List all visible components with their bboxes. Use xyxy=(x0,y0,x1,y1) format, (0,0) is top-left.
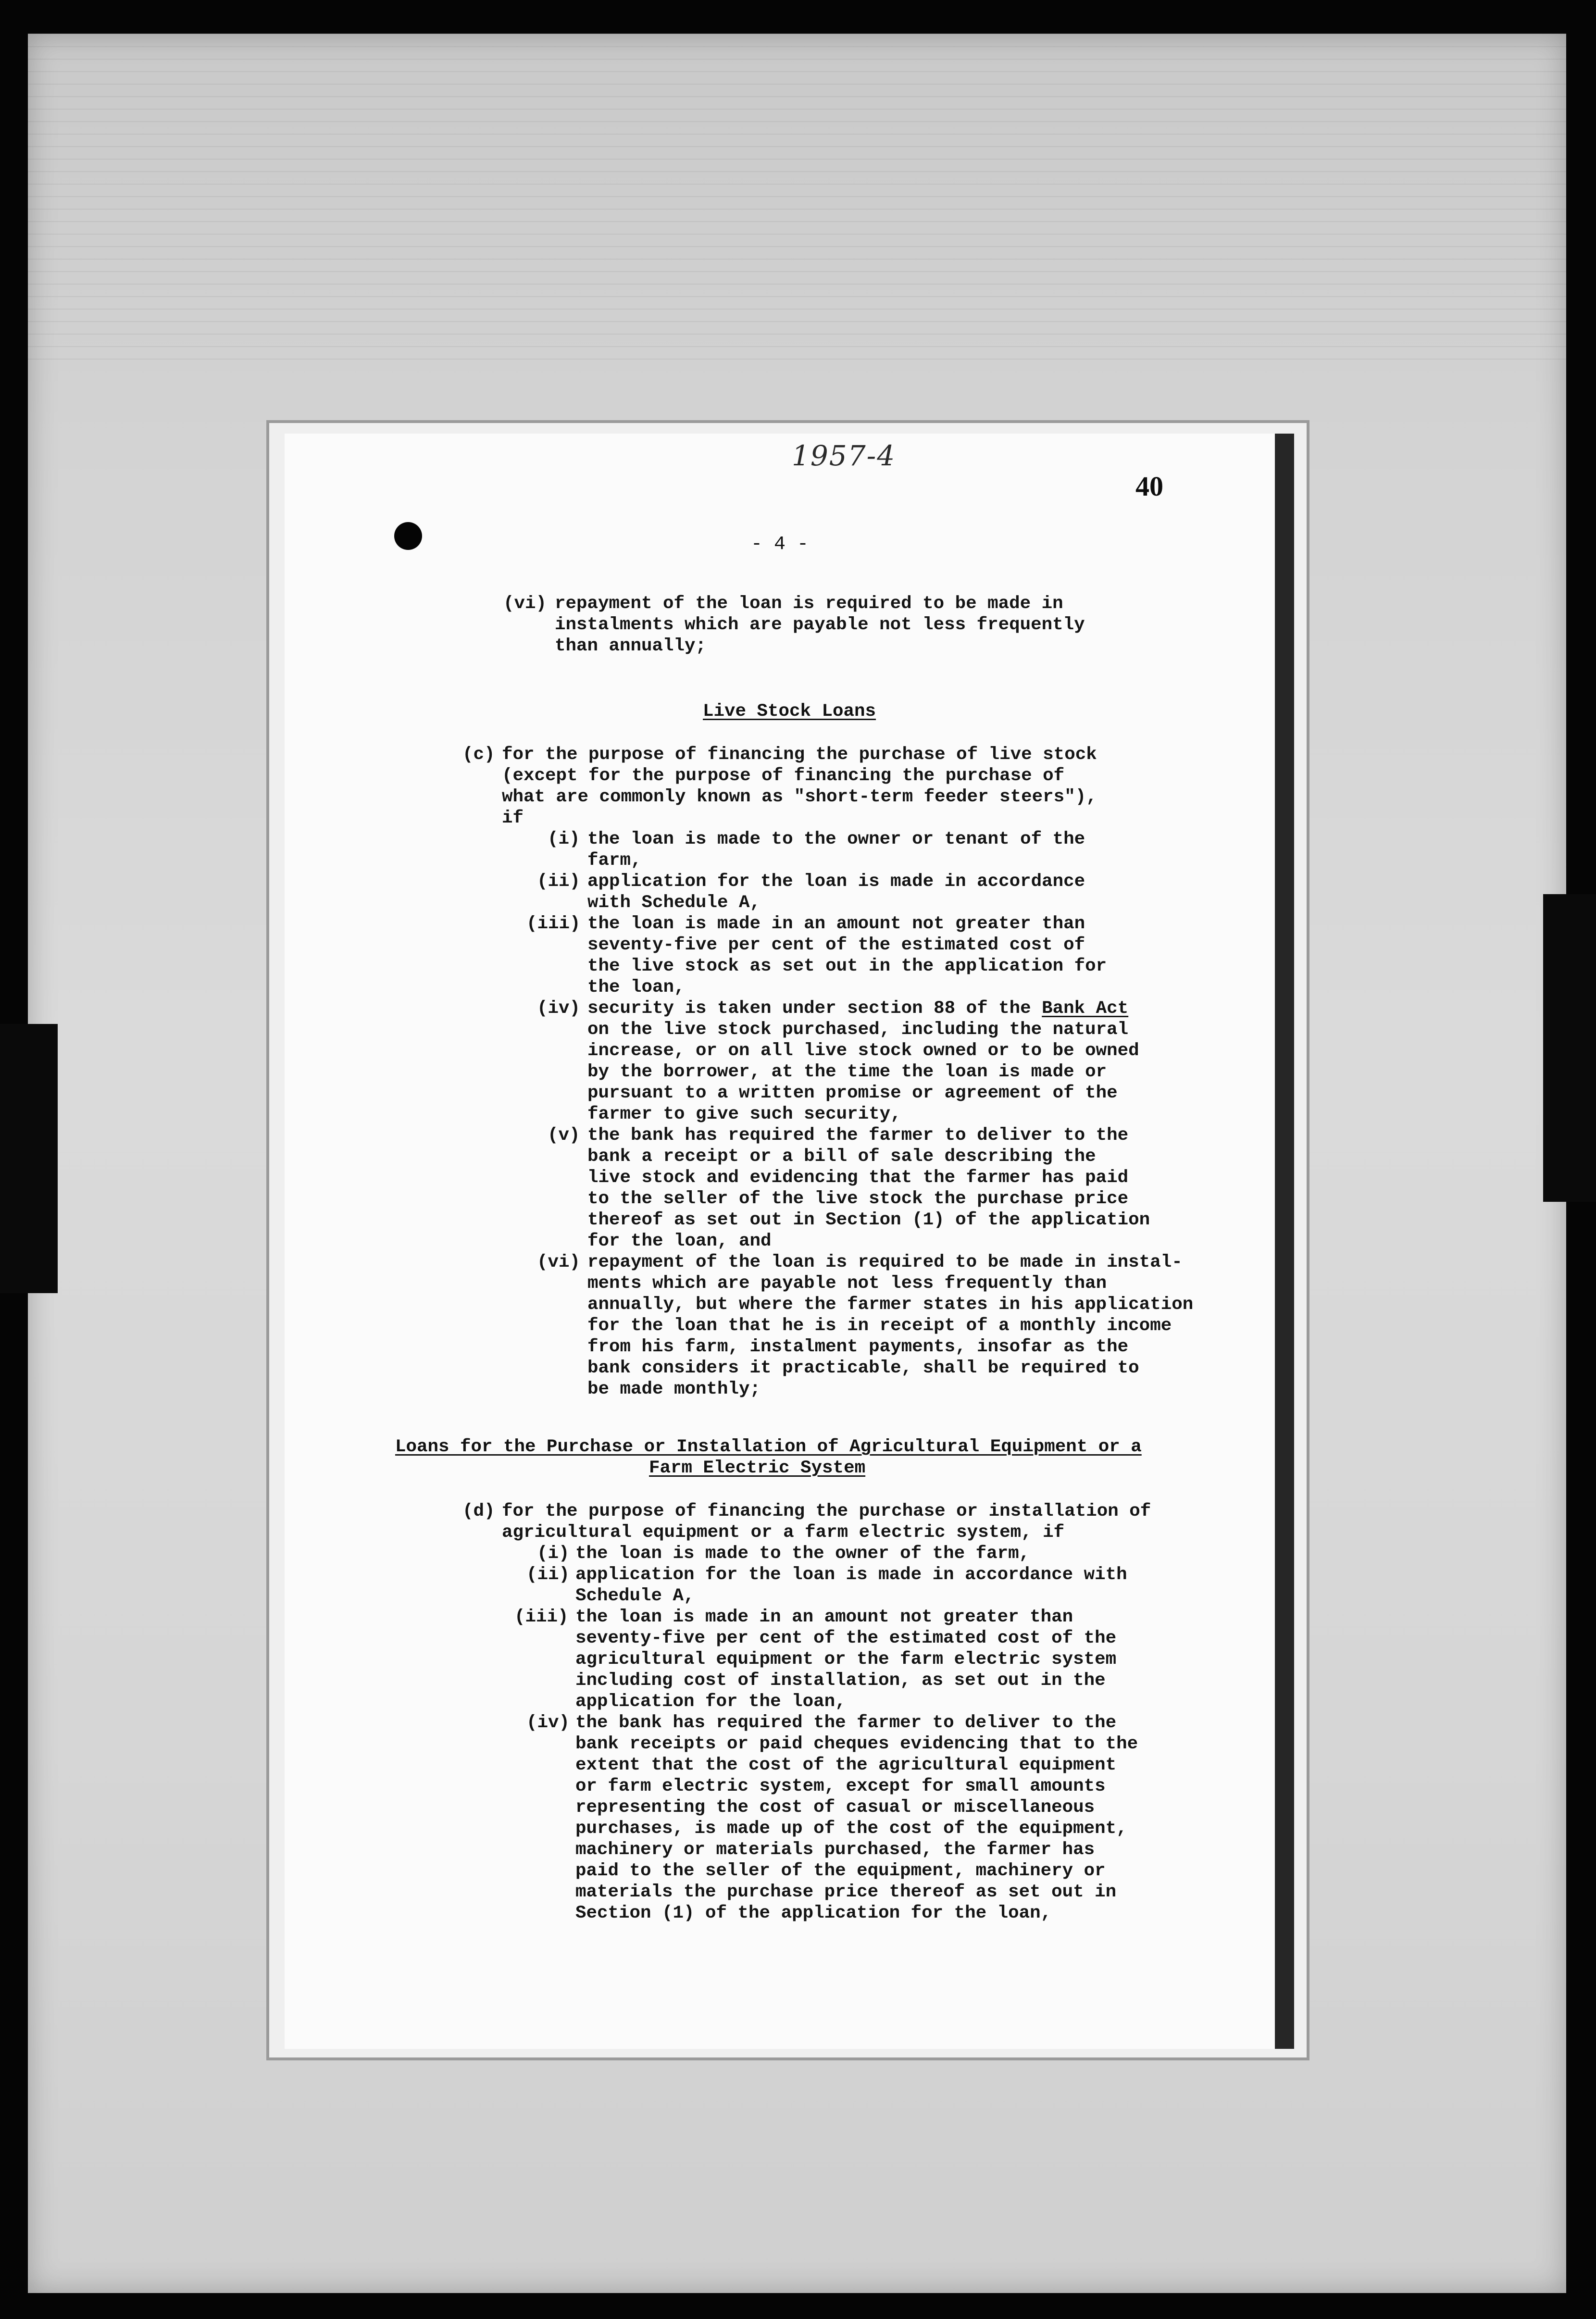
item-line: repayment of the loan is required to be made in instal- xyxy=(587,1252,1183,1272)
item-line: extent that the cost of the agricultural equipment xyxy=(575,1755,1117,1775)
clause-line: if xyxy=(502,808,524,828)
clause-line: (except for the purpose of financing the purchase of xyxy=(502,766,1065,786)
clause-line: than annually; xyxy=(555,636,707,656)
item-marker: (i) xyxy=(548,829,580,849)
item-line: thereof as set out in Section (1) of the application xyxy=(587,1210,1150,1230)
item-line: purchases, is made up of the cost of the equipment, xyxy=(575,1819,1127,1839)
item-marker: (iv) xyxy=(526,1713,570,1733)
item-line: for the loan, and xyxy=(587,1231,772,1251)
clause-marker: (d) xyxy=(462,1501,495,1521)
section-heading-equipment-line2: Farm Electric System xyxy=(649,1458,866,1478)
item-marker: (iii) xyxy=(514,1607,569,1627)
item-line: machinery or materials purchased, the farmer has xyxy=(575,1840,1095,1860)
item-line: annually, but where the farmer states in his application xyxy=(587,1295,1194,1315)
item-line: with Schedule A, xyxy=(587,893,761,913)
handwritten-reference: 1957-4 xyxy=(792,439,896,472)
item-line: by the borrower, at the time the loan is made or xyxy=(587,1062,1107,1082)
item-line: on the live stock purchased, including the natural xyxy=(587,1020,1129,1040)
item-line: bank considers it practicable, shall be required to xyxy=(587,1358,1139,1378)
film-edge-left xyxy=(0,1024,58,1293)
folio-number: 40 xyxy=(1135,471,1163,502)
item-line: from his farm, instalment payments, insofar as the xyxy=(587,1337,1129,1357)
item-line: seventy-five per cent of the estimated cost of xyxy=(587,935,1085,955)
hole-punch xyxy=(394,522,422,550)
item-line: be made monthly; xyxy=(587,1379,761,1399)
section-heading-equipment: Loans for the Purchase or Installation of Agricultural Equipment or a xyxy=(395,1437,1142,1457)
document-page xyxy=(285,434,1294,2049)
item-marker: (v) xyxy=(548,1125,580,1146)
item-line: the bank has required the farmer to deliver to the xyxy=(575,1713,1117,1733)
item-line: the loan is made in an amount not greater than xyxy=(587,914,1085,934)
item-line: the loan is made to the owner of the farm, xyxy=(575,1544,1030,1564)
item-line: the loan is made in an amount not greater than xyxy=(575,1607,1073,1627)
item-line: Schedule A, xyxy=(575,1586,695,1606)
item-line: application for the loan is made in accordance with xyxy=(575,1565,1127,1585)
item-line: ments which are payable not less frequently than xyxy=(587,1273,1107,1294)
clause-line: for the purpose of financing the purchase of live stock xyxy=(502,745,1097,765)
item-marker: (iii) xyxy=(526,914,581,934)
section-heading-live-stock: Live Stock Loans xyxy=(703,701,876,722)
item-line: the loan, xyxy=(587,977,685,997)
item-line: agricultural equipment or the farm electric system xyxy=(575,1649,1117,1670)
item-line: pursuant to a written promise or agreement of the xyxy=(587,1083,1118,1103)
item-line: farm, xyxy=(587,850,642,871)
page-number: - 4 - xyxy=(751,534,809,555)
item-line: seventy-five per cent of the estimated cost of the xyxy=(575,1628,1117,1648)
item-line: for the loan that he is in receipt of a monthly income xyxy=(587,1316,1172,1336)
item-line: bank receipts or paid cheques evidencing that to the xyxy=(575,1734,1138,1754)
clause-marker: (c) xyxy=(462,745,495,765)
item-line: application for the loan is made in accordance xyxy=(587,872,1085,892)
item-marker: (ii) xyxy=(537,872,581,892)
bank-act-reference: Bank Act xyxy=(1042,998,1129,1019)
clause-line: instalments which are payable not less frequently xyxy=(555,615,1085,635)
item-line: bank a receipt or a bill of sale describing the xyxy=(587,1147,1096,1167)
scan-top-border xyxy=(0,0,1596,38)
item-line: materials the purchase price thereof as set out in xyxy=(575,1882,1117,1902)
item-line: to the seller of the live stock the purchase price xyxy=(587,1189,1129,1209)
item-line: including cost of installation, as set out in the xyxy=(575,1671,1106,1691)
item-line: increase, or on all live stock owned or to be owned xyxy=(587,1041,1139,1061)
clause-line: what are commonly known as "short-term feeder steers"), xyxy=(502,787,1097,807)
item-marker: (i) xyxy=(537,1544,570,1564)
clause-marker: (vi) xyxy=(503,594,547,614)
clause-line: agricultural equipment or a farm electric system, if xyxy=(502,1522,1065,1543)
item-line: the bank has required the farmer to deliver to the xyxy=(587,1125,1129,1146)
item-line: paid to the seller of the equipment, machinery or xyxy=(575,1861,1106,1881)
item-marker: (vi) xyxy=(537,1252,581,1272)
item-line: Section (1) of the application for the loan, xyxy=(575,1903,1052,1923)
item-line: the live stock as set out in the application for xyxy=(587,956,1107,976)
item-line-prefix: security is taken under section 88 of the xyxy=(587,998,1042,1019)
item-line: application for the loan, xyxy=(575,1692,846,1712)
item-line: farmer to give such security, xyxy=(587,1104,901,1124)
item-line: live stock and evidencing that the farmer has paid xyxy=(587,1168,1129,1188)
item-line: or farm electric system, except for small amounts xyxy=(575,1776,1106,1796)
clause-line: for the purpose of financing the purchase or installation of xyxy=(502,1501,1151,1521)
clause-line: repayment of the loan is required to be made in xyxy=(555,594,1063,614)
item-line: the loan is made to the owner or tenant of the xyxy=(587,829,1085,849)
item-line xyxy=(587,998,1128,1019)
item-marker: (ii) xyxy=(526,1565,570,1585)
item-marker: (iv) xyxy=(537,998,581,1019)
film-edge-right xyxy=(1543,894,1596,1202)
item-line: representing the cost of casual or miscellaneous xyxy=(575,1797,1095,1818)
